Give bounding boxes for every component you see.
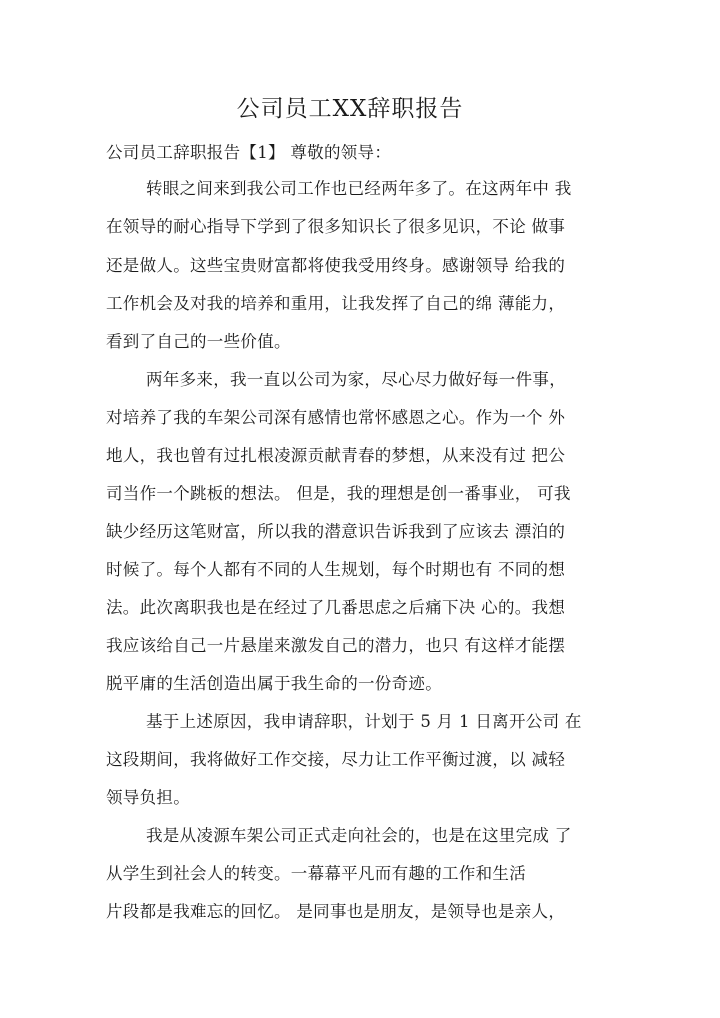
text-line: 两年多来，我一直以公司为家，尽心尽力做好每一件事， <box>146 370 566 389</box>
text-line: 在领导的耐心指导下学到了很多知识长了很多见识，不论 做事 <box>106 217 566 236</box>
text-line: 片段都是我难忘的回忆。 是同事也是朋友，是领导也是亲人， <box>106 902 566 921</box>
document-title: 公司员工XX辞职报告 <box>236 96 464 122</box>
text-line: 法。此次离职我也是在经过了几番思虑之后痛下决 心的。我想 <box>106 598 566 617</box>
text-line: 还是做人。这些宝贵财富都将使我受用终身。感谢领导 给我的 <box>106 256 566 275</box>
text-line: 领导负担。 <box>106 788 190 807</box>
text-line: 缺少经历这笔财富，所以我的潜意识告诉我到了应该去 漂泊的 <box>106 522 566 541</box>
text-line: 脱平庸的生活创造出属于我生命的一份奇迹。 <box>106 674 442 693</box>
text-line: 转眼之间来到我公司工作也已经两年多了。在这两年中 我 <box>146 179 572 198</box>
text-line: 看到了自己的一些价值。 <box>106 332 291 351</box>
text-line: 司当作一个跳板的想法。 但是，我的理想是创一番事业， 可我 <box>106 484 571 503</box>
text-line: 对培养了我的车架公司深有感情也常怀感恩之心。作为一个 外 <box>106 408 566 427</box>
text-line: 工作机会及对我的培养和重用，让我发挥了自己的绵 薄能力， <box>106 294 566 313</box>
text-line: 这段期间，我将做好工作交接，尽力让工作平衡过渡，以 减轻 <box>106 750 566 769</box>
text-line: 从学生到社会人的转变。一幕幕平凡而有趣的工作和生活 <box>106 864 526 883</box>
text-line: 地人，我也曾有过扎根凌源贡献青春的梦想，从来没有过 把公 <box>106 446 566 465</box>
text-line: 公司员工辞职报告【1】 尊敬的领导： <box>106 143 392 162</box>
text-line: 基于上述原因，我申请辞职，计划于 5 月 1 日离开公司 在 <box>146 712 582 731</box>
text-line: 我应该给自己一片悬崖来激发自己的潜力，也只 有这样才能摆 <box>106 636 566 655</box>
text-line: 时候了。每个人都有不同的人生规划，每个时期也有 不同的想 <box>106 560 566 579</box>
text-line: 我是从凌源车架公司正式走向社会的，也是在这里完成 了 <box>146 826 572 845</box>
